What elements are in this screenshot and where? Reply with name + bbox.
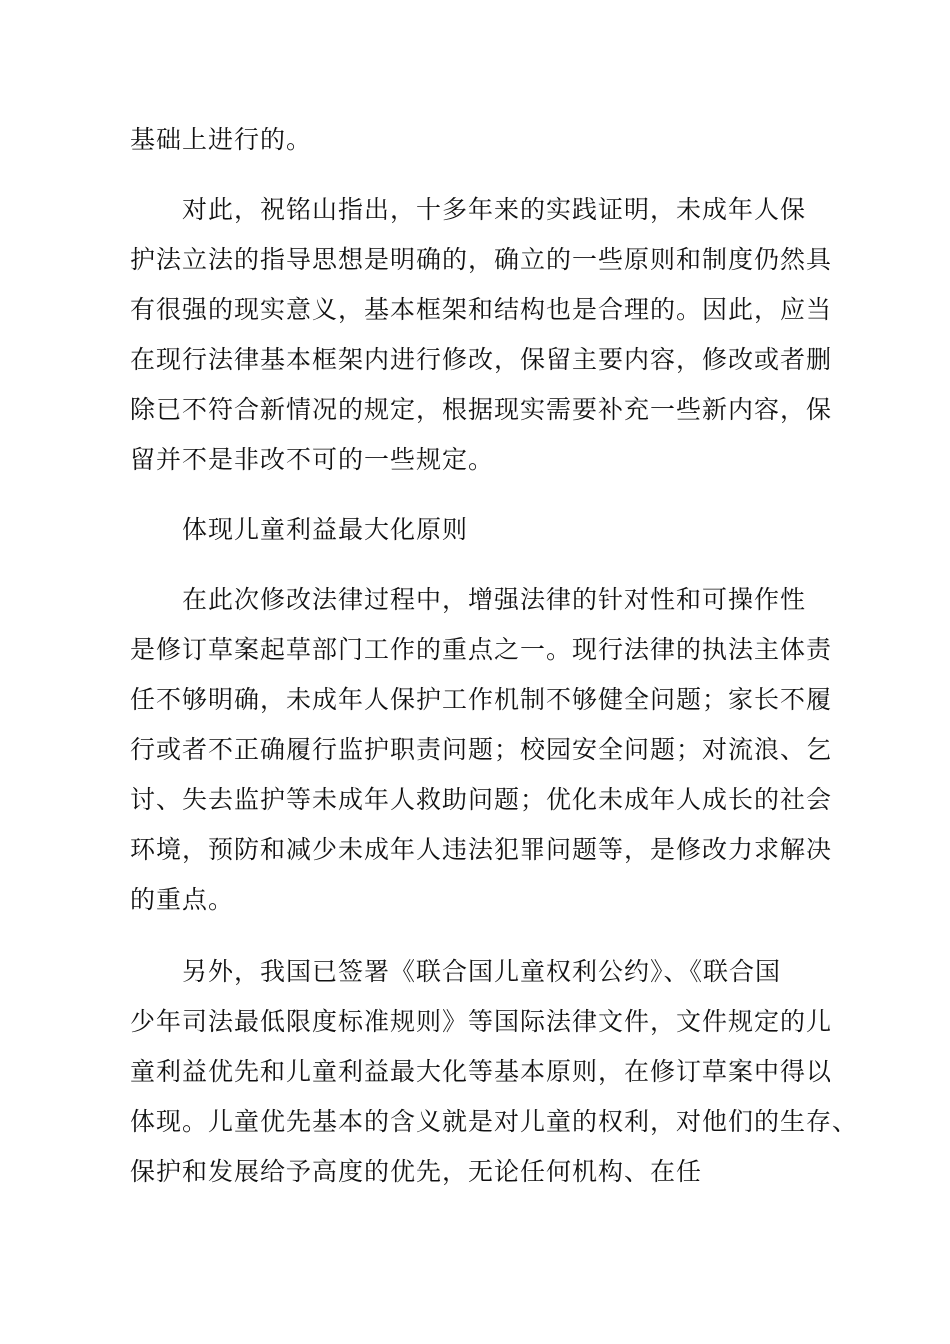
text-line: 任不够明确，未成年人保护工作机制不够健全问题；家长不履: [130, 685, 833, 714]
text-line: 是修订草案起草部门工作的重点之一。现行法律的执法主体责: [130, 635, 833, 664]
text-line: 讨、失去监护等未成年人救助问题；优化未成年人成长的社会: [130, 785, 833, 814]
text-line: 少年司法最低限度标准规则》等国际法律文件，文件规定的儿: [130, 1007, 833, 1036]
text-line: 护法立法的指导思想是明确的，确立的一些原则和制度仍然具: [130, 245, 833, 274]
paragraph-first-line: 另外，我国已签署《联合国儿童权利公约》、《联合国: [182, 957, 782, 986]
text-line: 童利益优先和儿童利益最大化等基本原则，在修订草案中得以: [130, 1057, 833, 1086]
paragraph-first-line: 对此，祝铭山指出，十多年来的实践证明，未成年人保: [182, 195, 807, 224]
text-line: 环境，预防和减少未成年人违法犯罪问题等，是修改力求解决: [130, 835, 833, 864]
text-line: 保护和发展给予高度的优先，无论任何机构、在任: [130, 1157, 703, 1186]
text-line: 行或者不正确履行监护职责问题；校园安全问题；对流浪、乞: [130, 735, 833, 764]
paragraph-first-line: 在此次修改法律过程中，增强法律的针对性和可操作性: [182, 585, 807, 614]
text-line: 在现行法律基本框架内进行修改，保留主要内容，修改或者删: [130, 345, 833, 374]
text-line: 除已不符合新情况的规定，根据现实需要补充一些新内容，保: [130, 395, 833, 424]
text-line: 留并不是非改不可的一些规定。: [130, 445, 495, 474]
text-line: 基础上进行的。: [130, 125, 313, 154]
text-line: 体现。儿童优先基本的含义就是对儿童的权利，对他们的生存、: [130, 1107, 859, 1136]
text-line: 有很强的现实意义，基本框架和结构也是合理的。因此，应当: [130, 295, 833, 324]
section-heading: 体现儿童利益最大化原则: [182, 515, 469, 544]
text-line: 的重点。: [130, 885, 235, 914]
